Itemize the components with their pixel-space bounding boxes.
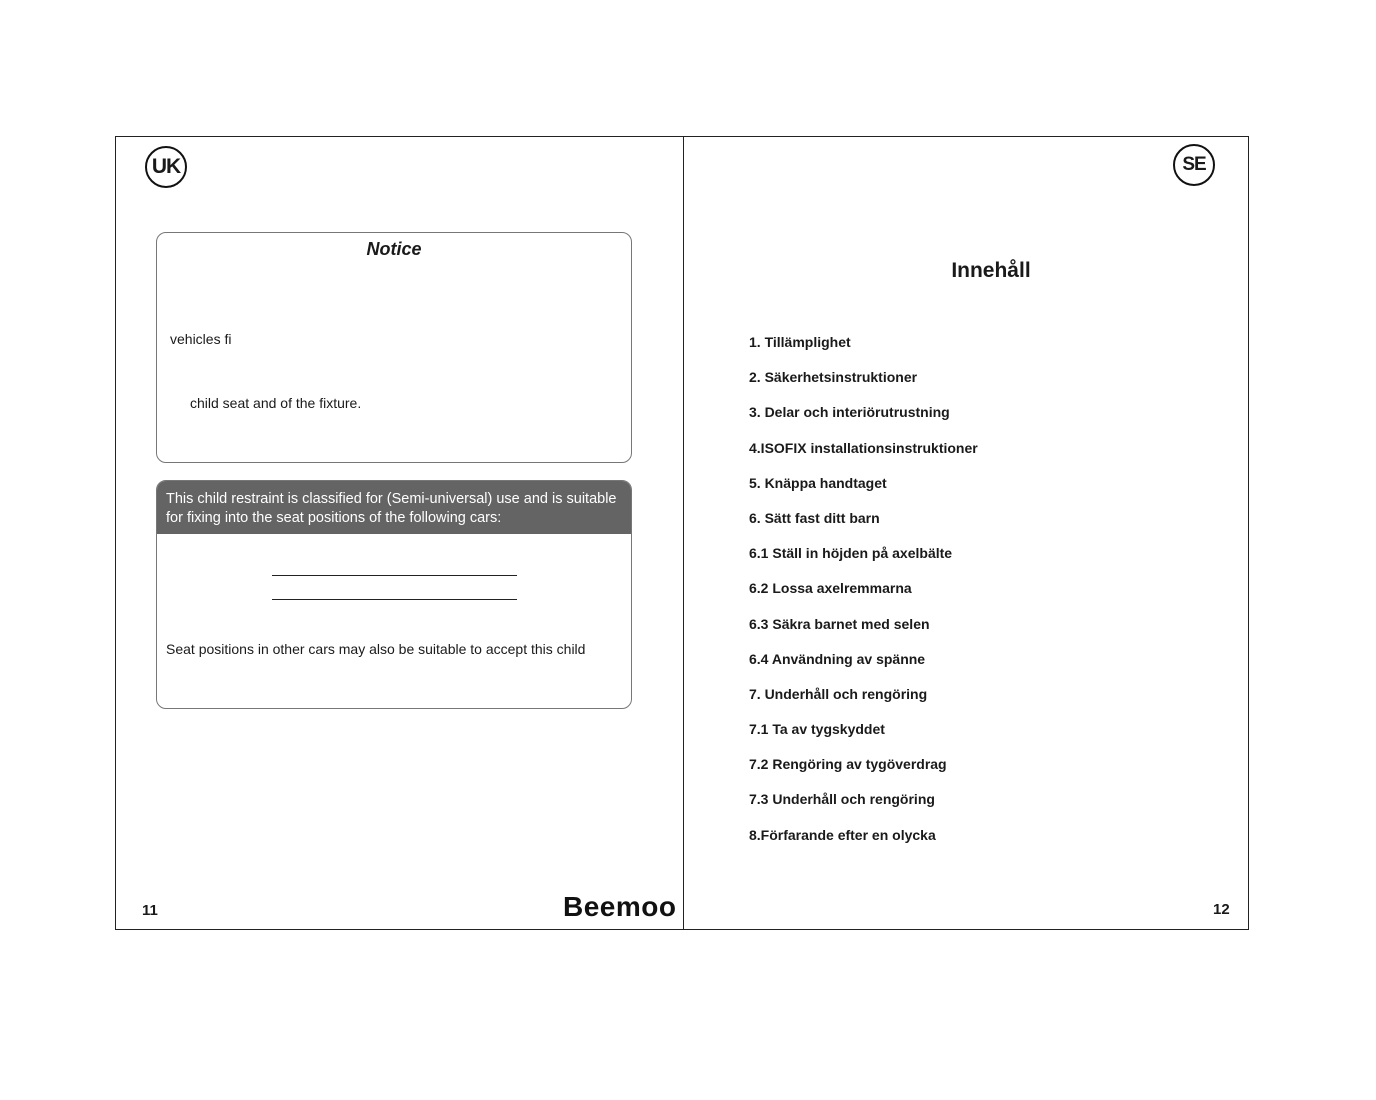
toc-item: 6.3 Säkra barnet med selen — [749, 615, 930, 632]
blank-fill-line — [272, 599, 517, 600]
toc-item: 2. Säkerhetsinstruktioner — [749, 369, 918, 386]
toc-item: 1. Tillämplighet — [749, 334, 851, 350]
toc-item: 6.2 Lossa axelremmarna — [749, 580, 912, 597]
compatible-cars-box — [156, 480, 632, 709]
blank-fill-line — [272, 575, 517, 576]
toc-title: Innehåll — [951, 259, 1031, 282]
toc-item: 3. Delar och interiörutrustning — [749, 404, 950, 421]
toc-item: 6.1 Ställ in höjden på axelbälte — [749, 545, 953, 562]
notice-text-fragment: child seat and of the fixture. — [190, 395, 362, 411]
table-of-contents — [749, 333, 978, 861]
compatible-cars-note: Seat positions in other cars may also be suitable to accept this child — [166, 641, 586, 657]
toc-item: 4.ISOFIX installationsinstruktioner — [749, 439, 978, 456]
toc-item: 7.2 Rengöring av tygöverdrag — [749, 756, 947, 773]
page-divider — [683, 137, 684, 929]
brand-logo: Beemoo — [563, 891, 677, 922]
toc-item: 5. Knäppa handtaget — [749, 474, 887, 491]
toc-item: 7.3 Underhåll och rengöring — [749, 791, 935, 808]
page-number-left: 11 — [142, 902, 158, 919]
notice-title: Notice — [366, 239, 422, 259]
language-badge-uk: UK — [145, 146, 187, 188]
toc-item: 8.Förfarande efter en olycka — [749, 826, 936, 843]
page-number-right: 12 — [1213, 901, 1230, 918]
toc-item: 7.1 Ta av tygskyddet — [749, 721, 885, 738]
compatible-cars-header: This child restraint is classified for (Semi-universal) use and is suitable for fixing into the seat positions of the following cars: — [157, 481, 631, 534]
notice-box — [156, 232, 632, 463]
language-badge-se: SE — [1173, 144, 1215, 186]
manual-spread — [115, 136, 1249, 930]
toc-item: 6.4 Användning av spänne — [749, 650, 926, 667]
toc-item: 7. Underhåll och rengöring — [749, 685, 928, 702]
toc-item: 6. Sätt fast ditt barn — [749, 509, 880, 526]
notice-text-fragment: vehicles fi — [170, 331, 232, 347]
